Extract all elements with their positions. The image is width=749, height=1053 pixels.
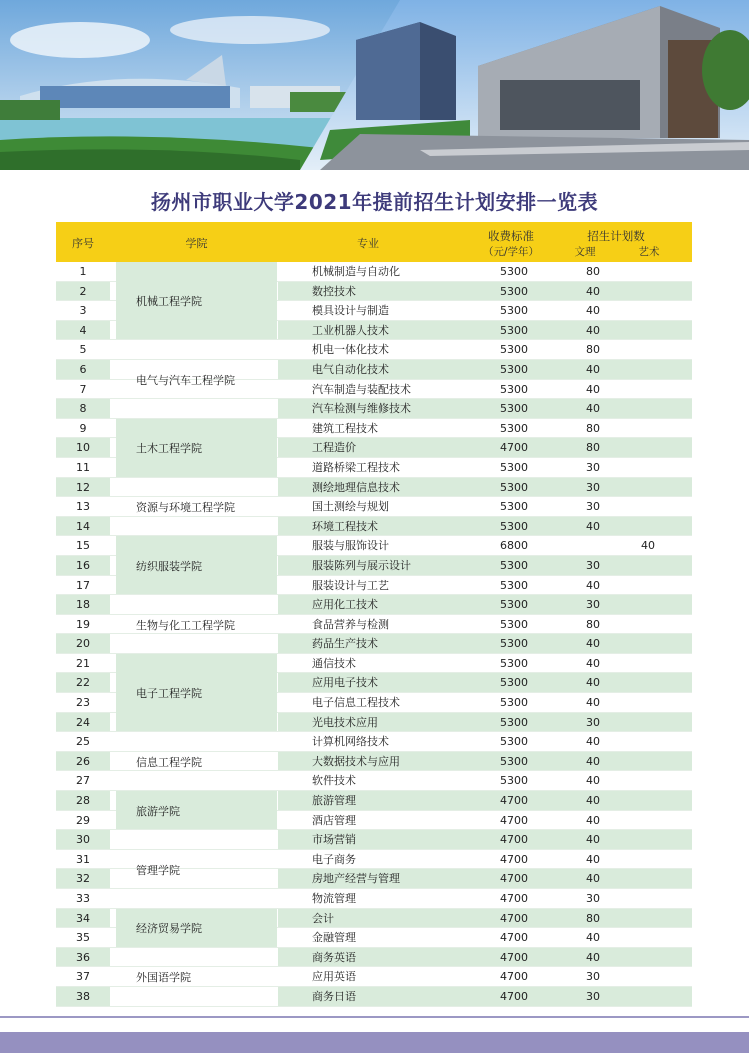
row-detail-band: [278, 634, 692, 654]
row-detail-band: [278, 419, 692, 439]
row-plan-wenli: 80: [586, 265, 600, 278]
row-plan-wenli: 40: [586, 931, 600, 945]
college-cell: [116, 340, 277, 417]
row-detail-band: [278, 909, 692, 929]
row-detail-band: [278, 517, 692, 537]
row-number: 10: [56, 438, 110, 458]
row-major: 环境工程技术: [312, 519, 378, 533]
row-plan-wenli: 40: [586, 813, 600, 827]
row-detail-band: [278, 536, 692, 556]
college-cell: [116, 732, 277, 790]
row-plan-wenli: 40: [586, 774, 600, 788]
row-major: 汽车制造与装配技术: [312, 382, 411, 396]
row-detail-band: [278, 830, 692, 850]
enrollment-table: [56, 262, 692, 1007]
row-major: 大数据技术与应用: [312, 754, 400, 768]
row-number: 21: [76, 656, 90, 670]
row-fee: 4700: [500, 833, 528, 847]
college-name: 机械工程学院: [136, 295, 202, 309]
row-plan-wenli: 30: [586, 460, 600, 474]
row-number: 17: [76, 578, 90, 592]
row-number: 28: [56, 791, 110, 811]
row-plan-wenli: 40: [586, 382, 600, 396]
row-number: 4: [56, 321, 110, 341]
row-number: 9: [79, 421, 87, 435]
row-number: 26: [56, 752, 110, 772]
row-fee: 5300: [500, 558, 528, 572]
row-number: 34: [56, 909, 110, 929]
row-plan-wenli: 40: [586, 304, 600, 318]
row-major: 服装陈列与展示设计: [312, 558, 411, 572]
college-name: 土木工程学院: [136, 442, 202, 456]
row-plan-wenli: 30: [586, 892, 600, 905]
row-major: 物流管理: [312, 892, 356, 905]
row-number: 6: [56, 360, 110, 380]
row-plan-wenli: 40: [586, 696, 600, 710]
row-number: 22: [56, 673, 110, 693]
row-detail-band: [278, 889, 692, 909]
row-major: 计算机网络技术: [312, 735, 389, 749]
row-plan-wenli: 80: [586, 421, 600, 435]
row-number: 31: [76, 852, 90, 866]
row-plan-art: 40: [641, 539, 655, 553]
row-detail-band: [278, 713, 692, 733]
college-cell: [116, 536, 277, 594]
row-fee: 4700: [500, 852, 528, 866]
header-art: 艺术: [638, 246, 660, 258]
row-detail-band: [278, 262, 692, 282]
row-number: 36: [56, 948, 110, 968]
row-number: 12: [56, 478, 110, 498]
row-number: 11: [76, 460, 90, 474]
row-number: 38: [56, 987, 110, 1007]
college-cell: [116, 909, 277, 947]
row-fee: 4700: [500, 970, 528, 984]
row-major: 软件技术: [312, 774, 356, 788]
row-major: 工业机器人技术: [312, 323, 389, 337]
row-fee: 5300: [500, 323, 528, 337]
college-name: 电子工程学院: [136, 687, 202, 701]
row-fee: 5300: [500, 715, 528, 729]
row-major: 房地产经营与管理: [312, 872, 400, 886]
row-major: 服装与服饰设计: [312, 539, 389, 553]
row-detail-band: [278, 752, 692, 772]
row-fee: 5300: [500, 362, 528, 376]
row-number: 33: [76, 892, 90, 905]
row-number: 27: [76, 774, 90, 788]
row-fee: 5300: [500, 735, 528, 749]
row-number: 7: [79, 382, 87, 396]
row-fee: 4700: [500, 872, 528, 886]
row-plan-wenli: 40: [586, 950, 600, 964]
row-detail-band: [278, 948, 692, 968]
college-cell: [116, 654, 277, 731]
row-major: 电子信息工程技术: [312, 696, 400, 710]
row-detail-band: [278, 732, 692, 752]
row-fee: 4700: [500, 813, 528, 827]
row-plan-wenli: 80: [586, 617, 600, 631]
row-detail-band: [278, 615, 692, 635]
header-wl: 文理: [574, 246, 596, 258]
college-name: 经济贸易学院: [136, 922, 202, 936]
row-fee: 4700: [500, 441, 528, 455]
row-major: 光电技术应用: [312, 715, 378, 729]
row-major: 商务英语: [312, 950, 356, 964]
row-number: 37: [76, 970, 90, 984]
row-fee: 5300: [500, 402, 528, 416]
row-fee: 5300: [500, 519, 528, 533]
row-detail-band: [278, 673, 692, 693]
row-detail-band: [278, 478, 692, 498]
row-fee: 4700: [500, 950, 528, 964]
row-number: 3: [79, 304, 87, 318]
row-fee: 5300: [500, 343, 528, 357]
row-number: 2: [56, 282, 110, 302]
row-detail-band: [278, 869, 692, 889]
row-number: 19: [76, 617, 90, 631]
row-detail-band: [278, 811, 692, 831]
row-number: 14: [56, 517, 110, 537]
row-detail-band: [278, 576, 692, 596]
row-plan-wenli: 40: [586, 656, 600, 670]
row-plan-wenli: 40: [586, 676, 600, 690]
row-number: 35: [76, 931, 90, 945]
row-plan-wenli: 40: [586, 754, 600, 768]
row-plan-wenli: 40: [586, 833, 600, 847]
row-major: 通信技术: [312, 656, 356, 670]
row-major: 国土测绘与规划: [312, 500, 389, 514]
header-major: 专业: [357, 237, 379, 250]
row-major: 数控技术: [312, 284, 356, 298]
row-plan-wenli: 30: [586, 970, 600, 984]
college-name: 管理学院: [136, 863, 180, 877]
row-number: 32: [56, 869, 110, 889]
college-name: 纺织服装学院: [136, 559, 202, 573]
row-plan-wenli: 30: [586, 715, 600, 729]
row-fee: 5300: [500, 578, 528, 592]
row-fee: 5300: [500, 754, 528, 768]
row-major: 食品营养与检测: [312, 617, 389, 631]
row-fee: 5300: [500, 676, 528, 690]
footer-bar: [0, 1032, 749, 1053]
row-plan-wenli: 40: [586, 578, 600, 592]
college-name: 信息工程学院: [136, 755, 202, 769]
row-major: 旅游管理: [312, 794, 356, 808]
footer-divider: [0, 1016, 749, 1018]
row-fee: 5300: [500, 598, 528, 612]
row-number: 15: [76, 539, 90, 553]
row-plan-wenli: 40: [586, 284, 600, 298]
row-detail-band: [278, 282, 692, 302]
row-plan-wenli: 80: [586, 441, 600, 455]
row-detail-band: [278, 791, 692, 811]
college-cell: [116, 948, 277, 1006]
row-number: 8: [56, 399, 110, 419]
row-fee: 5300: [500, 637, 528, 651]
row-plan-wenli: 30: [586, 480, 600, 494]
row-number: 18: [56, 595, 110, 615]
header-fee: 收费标准: [488, 229, 534, 243]
header-plan: 招生计划数: [587, 229, 645, 243]
row-detail-band: [278, 360, 692, 380]
row-fee: 5300: [500, 774, 528, 788]
row-major: 药品生产技术: [312, 637, 378, 651]
row-plan-wenli: 40: [586, 323, 600, 337]
row-detail-band: [278, 693, 692, 713]
row-number: 29: [76, 813, 90, 827]
row-major: 商务日语: [312, 989, 356, 1003]
row-major: 电气自动化技术: [312, 362, 389, 376]
row-detail-band: [278, 595, 692, 615]
row-major: 应用英语: [312, 970, 356, 984]
row-major: 测绘地理信息技术: [312, 480, 400, 494]
row-fee: 5300: [500, 656, 528, 670]
row-major: 汽车检测与维修技术: [312, 402, 411, 416]
row-plan-wenli: 40: [586, 852, 600, 866]
header-no: 序号: [72, 237, 94, 250]
college-name: 电气与汽车工程学院: [136, 373, 235, 387]
row-major: 应用化工技术: [312, 598, 378, 612]
college-cell: [116, 830, 277, 907]
row-detail-band: [278, 321, 692, 341]
row-major: 酒店管理: [312, 813, 356, 827]
row-plan-wenli: 30: [586, 989, 600, 1003]
college-name: 生物与化工工程学院: [136, 618, 235, 632]
row-number: 30: [56, 830, 110, 850]
page-title: 扬州市职业大学2021年提前招生计划安排一览表: [150, 190, 599, 214]
row-major: 模具设计与制造: [312, 304, 389, 318]
row-number: 20: [56, 634, 110, 654]
row-number: 23: [76, 696, 90, 710]
row-detail-band: [278, 340, 692, 360]
row-fee: 5300: [500, 617, 528, 631]
row-fee: 6800: [500, 539, 528, 553]
row-detail-band: [278, 438, 692, 458]
row-major: 道路桥梁工程技术: [312, 460, 400, 474]
row-fee: 4700: [500, 794, 528, 808]
row-fee: 5300: [500, 265, 528, 278]
row-detail-band: [278, 301, 692, 321]
row-fee: 4700: [500, 931, 528, 945]
row-plan-wenli: 40: [586, 362, 600, 376]
row-major: 服装设计与工艺: [312, 578, 389, 592]
college-cell: [116, 419, 277, 477]
row-fee: 5300: [500, 500, 528, 514]
table-header: [56, 222, 692, 262]
row-fee: 4700: [500, 892, 528, 905]
row-fee: 5300: [500, 480, 528, 494]
header-fee-unit: （元/学年）: [482, 246, 540, 258]
row-plan-wenli: 30: [586, 598, 600, 612]
header-college: 学院: [185, 237, 208, 250]
college-name: 外国语学院: [136, 971, 191, 985]
row-plan-wenli: 40: [586, 637, 600, 651]
row-major: 机电一体化技术: [312, 343, 389, 357]
row-fee: 5300: [500, 382, 528, 396]
college-name: 旅游学院: [136, 804, 180, 818]
row-detail-band: [278, 771, 692, 791]
row-major: 应用电子技术: [312, 676, 378, 690]
row-fee: 4700: [500, 911, 528, 925]
row-fee: 4700: [500, 989, 528, 1003]
college-name: 资源与环境工程学院: [136, 500, 235, 514]
row-plan-wenli: 40: [586, 794, 600, 808]
college-cell: [116, 262, 277, 339]
row-number: 13: [76, 500, 90, 514]
row-detail-band: [278, 850, 692, 870]
row-plan-wenli: 30: [586, 558, 600, 572]
row-detail-band: [278, 556, 692, 576]
college-cell: [116, 791, 277, 829]
college-cell: [116, 595, 277, 653]
row-major: 金融管理: [312, 931, 356, 945]
row-detail-band: [278, 399, 692, 419]
row-detail-band: [278, 967, 692, 987]
row-number: 1: [79, 265, 87, 278]
row-major: 市场营销: [312, 833, 356, 847]
row-major: 会计: [312, 911, 334, 925]
row-plan-wenli: 30: [586, 500, 600, 514]
row-plan-wenli: 40: [586, 872, 600, 886]
college-cell: [116, 478, 277, 536]
row-major: 建筑工程技术: [312, 421, 378, 435]
row-major: 工程造价: [312, 441, 356, 455]
row-number: 24: [56, 713, 110, 733]
row-plan-wenli: 80: [586, 343, 600, 357]
row-number: 16: [56, 556, 110, 576]
row-detail-band: [278, 928, 692, 948]
row-number: 25: [76, 735, 90, 749]
row-fee: 5300: [500, 696, 528, 710]
row-detail-band: [278, 654, 692, 674]
row-fee: 5300: [500, 421, 528, 435]
row-fee: 5300: [500, 304, 528, 318]
row-detail-band: [278, 458, 692, 478]
campus-banner-image: [0, 0, 749, 170]
row-detail-band: [278, 987, 692, 1007]
row-plan-wenli: 40: [586, 735, 600, 749]
row-major: 机械制造与自动化: [312, 265, 400, 278]
row-detail-band: [278, 497, 692, 517]
row-plan-wenli: 80: [586, 911, 600, 925]
row-major: 电子商务: [312, 852, 356, 866]
row-plan-wenli: 40: [586, 402, 600, 416]
row-detail-band: [278, 380, 692, 400]
row-fee: 5300: [500, 284, 528, 298]
row-number: 5: [79, 343, 87, 357]
row-fee: 5300: [500, 460, 528, 474]
row-plan-wenli: 40: [586, 519, 600, 533]
